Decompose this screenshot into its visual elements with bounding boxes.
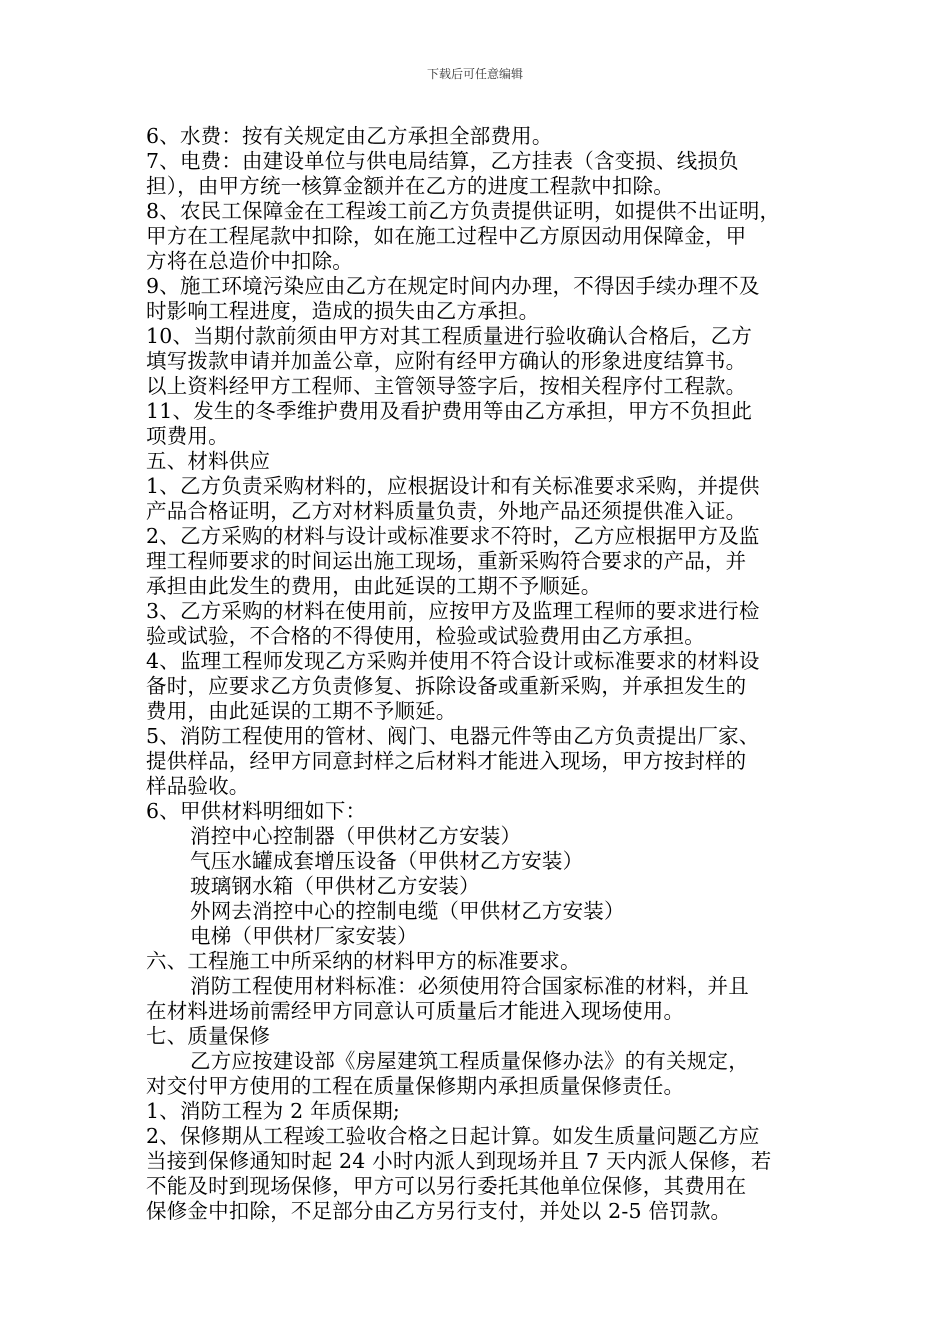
document-line: 消防工程使用材料标准：必须使用符合国家标准的材料，并且 — [190, 974, 749, 998]
document-line: 6、甲供材料明细如下： — [146, 799, 367, 823]
document-line: 六、工程施工中所采纳的材料甲方的标准要求。 — [146, 949, 581, 973]
document-line: 甲方在工程尾款中扣除，如在施工过程中乙方原因动用保障金，甲 — [146, 224, 747, 248]
document-line: 乙方应按建设部《房屋建筑工程质量保修办法》的有关规定， — [190, 1049, 749, 1073]
document-body — [146, 124, 816, 1224]
document-line: 对交付甲方使用的工程在质量保修期内承担质量保修责任。 — [146, 1074, 685, 1098]
document-line: 外网去消控中心的控制电缆（甲供材乙方安装） — [190, 899, 625, 923]
document-line: 8、农民工保障金在工程竣工前乙方负责提供证明，如提供不出证明， — [146, 199, 781, 223]
document-line: 10、当期付款前须由甲方对其工程质量进行验收确认合格后，乙方 — [146, 324, 753, 348]
document-line: 保修金中扣除，不足部分由乙方另行支付，并处以 2-5 倍罚款。 — [146, 1199, 732, 1223]
page-header: 下载后可任意编辑 — [426, 67, 523, 81]
document-line: 1、消防工程为 2 年质保期; — [146, 1099, 401, 1123]
document-line: 6、水费：按有关规定由乙方承担全部费用。 — [146, 124, 553, 148]
document-line: 2、保修期从工程竣工验收合格之日起计算。如发生质量问题乙方应 — [146, 1124, 760, 1148]
document-line: 产品合格证明，乙方对材料质量负责，外地产品还须提供准入证。 — [146, 499, 747, 523]
document-line: 不能及时到现场保修，甲方可以另行委托其他单位保修，其费用在 — [146, 1174, 747, 1198]
document-line: 理工程师要求的时间运出施工现场，重新采购符合要求的产品，并 — [146, 549, 747, 573]
document-line: 5、消防工程使用的管材、阀门、电器元件等由乙方负责提出厂家、 — [146, 724, 760, 748]
document-line: 方将在总造价中扣除。 — [146, 249, 353, 273]
document-line: 气压水罐成套增压设备（甲供材乙方安装） — [190, 849, 584, 873]
document-line: 3、乙方采购的材料在使用前，应按甲方及监理工程师的要求进行检 — [146, 599, 760, 623]
document-line: 样品验收。 — [146, 774, 250, 798]
document-line: 验或试验，不合格的不得使用，检验或试验费用由乙方承担。 — [146, 624, 705, 648]
document-line: 时影响工程进度，造成的损失由乙方承担。 — [146, 299, 540, 323]
document-line: 担），由甲方统一核算金额并在乙方的进度工程款中扣除。 — [146, 174, 674, 198]
document-line: 电梯（甲供材厂家安装） — [190, 924, 418, 948]
document-line: 以上资料经甲方工程师、主管领导签字后，按相关程序付工程款。 — [146, 374, 747, 398]
document-line: 1、乙方负责采购材料的，应根据设计和有关标准要求采购，并提供 — [146, 474, 760, 498]
document-line: 消控中心控制器（甲供材乙方安装） — [190, 824, 522, 848]
document-line: 玻璃钢水箱（甲供材乙方安装） — [190, 874, 480, 898]
document-line: 备时，应要求乙方负责修复、拆除设备或重新采购，并承担发生的 — [146, 674, 747, 698]
document-line: 提供样品，经甲方同意封样之后材料才能进入现场，甲方按封样的 — [146, 749, 747, 773]
document-line: 4、监理工程师发现乙方采购并使用不符合设计或标准要求的材料设 — [146, 649, 760, 673]
document-line: 9、施工环境污染应由乙方在规定时间内办理，不得因手续办理不及 — [146, 274, 760, 298]
document-line: 11、发生的冬季维护费用及看护费用等由乙方承担，甲方不负担此 — [146, 399, 753, 423]
document-line: 填写拨款申请并加盖公章，应附有经甲方确认的形象进度结算书。 — [146, 349, 747, 373]
document-line: 当接到保修通知时起 24 小时内派人到现场并且 7 天内派人保修，若 — [146, 1149, 772, 1173]
document-line: 2、乙方采购的材料与设计或标准要求不符时，乙方应根据甲方及监 — [146, 524, 760, 548]
document-line: 在材料进场前需经甲方同意认可质量后才能进入现场使用。 — [146, 999, 685, 1023]
document-line: 承担由此发生的费用，由此延误的工期不予顺延。 — [146, 574, 602, 598]
document-line: 7、电费：由建设单位与供电局结算，乙方挂表（含变损、线损负 — [146, 149, 739, 173]
document-line: 七、质量保修 — [146, 1024, 271, 1048]
document-line: 五、材料供应 — [146, 449, 271, 473]
document-line: 项费用。 — [146, 424, 229, 448]
document-line: 费用，由此延误的工期不予顺延。 — [146, 699, 457, 723]
